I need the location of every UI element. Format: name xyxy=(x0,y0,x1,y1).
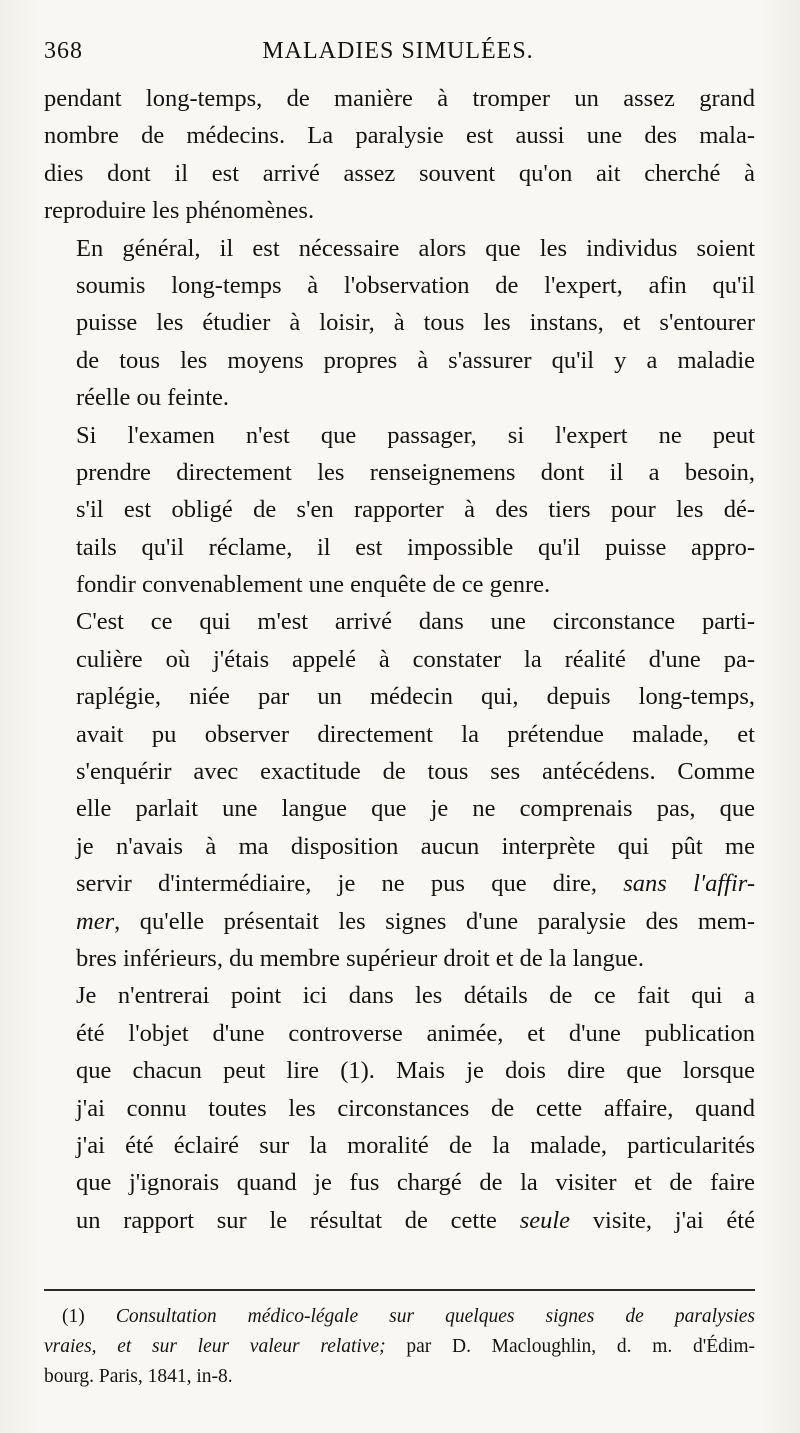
text-line: avait pu observer directement la prétendue malade, et xyxy=(76,720,755,748)
footnote-line: bourg. Paris, 1841, in-8. xyxy=(44,1366,233,1387)
text-line: mer, qu'elle présentait les signes d'une paralysie des mem- xyxy=(76,907,755,935)
text-line: s'il est obligé de s'en rapporter à des tiers pour les dé- xyxy=(76,496,755,524)
text-line: reproduire les phénomènes. xyxy=(44,197,315,225)
text-line: bres inférieurs, du membre supérieur droit et de la langue. xyxy=(76,944,645,972)
text-line: culière où j'étais appelé à constater la réalité d'une pa- xyxy=(76,645,755,673)
text-line: s'enquérir avec exactitude de tous ses antécédens. Comme xyxy=(76,758,755,786)
text-line: été l'objet d'une controverse animée, et d'une publication xyxy=(76,1019,755,1047)
text-line: tails qu'il réclame, il est impossible qu'il puisse appro- xyxy=(76,533,755,561)
text-line: un rapport sur le résultat de cette seule visite, j'ai été xyxy=(76,1206,755,1234)
text-line: puisse les étudier à loisir, à tous les instans, et s'entourer xyxy=(76,309,755,337)
paragraph-2 xyxy=(44,230,755,417)
paragraph-5 xyxy=(44,977,755,1239)
paragraph-4 xyxy=(44,603,755,977)
text-line: de tous les moyens propres à s'assurer qu'il y a maladie xyxy=(76,346,755,374)
footnote xyxy=(44,1302,755,1392)
text-line: dies dont il est arrivé assez souvent qu'on ait cherché à xyxy=(44,159,755,187)
text-line: soumis long-temps à l'observation de l'expert, afin qu'il xyxy=(76,271,755,299)
text-line: prendre directement les renseignemens dont il a besoin, xyxy=(76,458,755,486)
text-line: Si l'examen n'est que passager, si l'expert ne peut xyxy=(76,421,755,449)
footnote-line: (1) Consultation médico-légale sur quelques signes de paralysies xyxy=(62,1306,755,1327)
text-line: C'est ce qui m'est arrivé dans une circonstance parti- xyxy=(76,608,755,636)
running-title: MALADIES SIMULÉES. xyxy=(262,38,534,64)
text-line: raplégie, niée par un médecin qui, depuis long-temps, xyxy=(76,683,755,711)
text-line: pendant long-temps, de manière à tromper un assez grand xyxy=(44,85,755,112)
paragraph-1 xyxy=(44,80,755,230)
main-text xyxy=(44,80,755,1239)
footnote-line: vraies, et sur leur valeur relative; par D. Macloughlin, d. m. d'Édim- xyxy=(44,1336,755,1357)
footnote-rule xyxy=(44,1289,755,1291)
text-line italic-tail: servir d'intermédiaire, je ne pus que dire, sans l'affir- xyxy=(76,870,755,898)
text-line: En général, il est nécessaire alors que les individus soient xyxy=(76,234,755,262)
text-line: Je n'entrerai point ici dans les détails de ce fait qui a xyxy=(76,982,755,1010)
text-line: réelle ou feinte. xyxy=(76,384,230,412)
paragraph-3 xyxy=(44,417,755,604)
text-line: elle parlait une langue que je ne comprenais pas, que xyxy=(76,795,755,823)
text-line: j'ai été éclairé sur la moralité de la malade, particularités xyxy=(76,1131,755,1159)
text-line: que chacun peut lire (1). Mais je dois dire que lorsque xyxy=(76,1057,755,1085)
page-number: 368 xyxy=(44,38,83,64)
text-line: je n'avais à ma disposition aucun interprète qui pût me xyxy=(76,832,755,860)
text-line: nombre de médecins. La paralysie est aussi une des mala- xyxy=(44,122,755,150)
text-line: que j'ignorais quand je fus chargé de la visiter et de faire xyxy=(76,1169,755,1197)
text-line: fondir convenablement une enquête de ce genre. xyxy=(76,571,551,599)
text-line: j'ai connu toutes les circonstances de cette affaire, quand xyxy=(76,1094,755,1122)
page-header xyxy=(44,38,752,78)
